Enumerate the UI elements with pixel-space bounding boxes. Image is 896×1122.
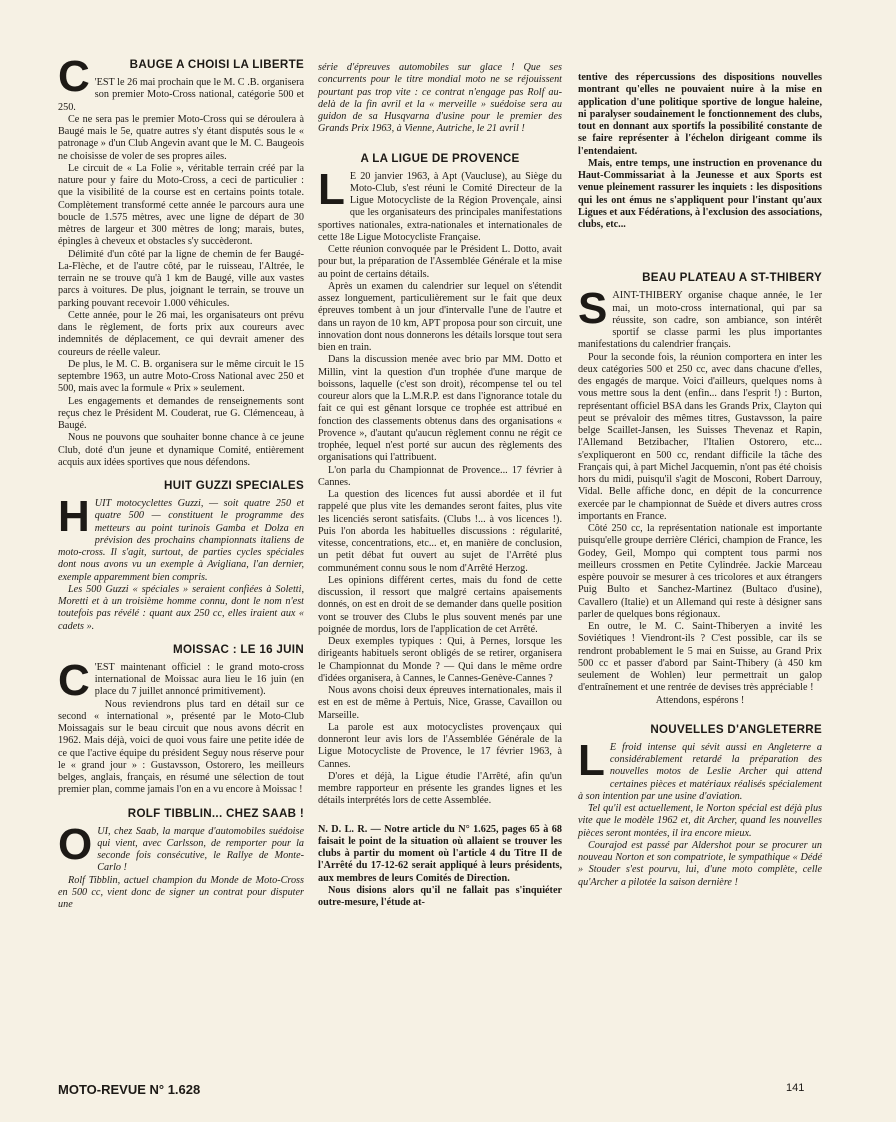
paragraph: N. D. L. R. — Notre article du N° 1.625, pages 65 à 68 faisait le point de la situation où allaient se trouver les clubs à partir du moment où l'article 4 du Titre II de l'Arrêté du 17-12-62 serait appliqué à leurs présidents, aux membres de leurs Comités de Direction. <box>318 823 562 884</box>
paragraph: De plus, le M. C. B. organisera sur le même circuit le 15 septembre 1963, un autre Moto-Cross National avec 250 et 500, mais avec la formule « Prix » seulement. <box>58 358 304 395</box>
drop-cap: C <box>58 655 90 705</box>
drop-cap: O <box>58 819 93 869</box>
paragraph: Les opinions différent certes, mais du fond de cette discussion, il ressort que malgré certains apaisements donnés, on est en droit de se demander dans quelle position vont se trouver des Clubs le plus souvent menés par une poignée de mordus, lors de l'application de cet Arrêté. <box>318 574 562 635</box>
paragraph: Après un examen du calendrier sur lequel on s'étendit assez longuement, particulièrement sur le fait que deux épreuves tombent à un jour d'intervalle l'une de l'autre et dans un rayon de 10 km, APT proposa pour son circuit, une innovation dont nous donnerons les détails lorsque tout sera bien en train. <box>318 280 562 353</box>
paragraph: série d'épreuves automobiles sur glace ! Que ses concurrents pour le titre mondial moto ne se réjouissent pourtant pas trop vite : ce contrat n'engage pas Rolf au-delà de la fin avril et la « merveille » suédoise sera au guidon de sa Husqvarna d'usine pour le premier des Grands Prix 1963, à Vienne, Autriche, le 21 avril ! <box>318 62 562 135</box>
article-thibery <box>578 271 822 707</box>
paragraph: Nous disions alors qu'il ne fallait pas s'inquiéter outre-mesure, l'étude at- <box>318 884 562 908</box>
paragraph: Le circuit de « La Folie », véritable terrain créé par la nature pour y faire du Moto-Cross, a ceci de particulier : que la visibilité de la course est en certains points totale. Complètement transformé cette année le parcours aura une boucle de 1.575 mètres, avec une ligne de départ de 30 mètres de largeur et 300 mètres de long; marais, butes, épingles à cheveux et obstacles s'y succèderont. <box>58 162 304 248</box>
paragraph: Mais, entre temps, une instruction en provenance du Haut-Commissariat à la Jeunesse et aux Sports est venue pleinement rassurer les inquiets : les dispositions qui les ont émus ne s'appliquent pour l'instant qu'aux Ligues et aux Fédérations, à l'exclusion des associations, clubs, etc... <box>578 157 822 230</box>
article-angleterre <box>578 723 822 889</box>
paragraph: La question des licences fut aussi abordée et il fut rappelé que plus vite les demandes seront faites, plus vite les licenciés seront satisfaits. (Clubs !... à vos licences !). Puis l'on aborda les habituelles discussions : régularité, vitesse, concentrations, etc... et, en manière de conclusion, un petit débat fut ouvert au sujet de l'Arrêté plus communément connu sous le nom d'Arrêté Herzog. <box>318 489 562 574</box>
paragraph: E froid intense qui sévit aussi en Angleterre a considérablement retardé la préparation des nouvelles motos de Leslie Archer qui attend certaines pièces et matériaux réalisés spécialement à son intention par une usine d'aviation. <box>578 741 822 802</box>
paragraph: tentive des répercussions des dispositions nouvelles montrant qu'elles ne pouvaient nuire à la mise en application d'une politique sportive de longue haleine, ni paralyser soudainement le fonctionnement des clubs, tout en donnant aux sportifs la possibilité constante de se faire représenter à l'échelon dirigeant comme ils l'entendaient. <box>578 72 822 157</box>
headline-angleterre: NOUVELLES D'ANGLETERRE <box>650 722 822 736</box>
headline-thibery: BEAU PLATEAU A ST-THIBERY <box>642 271 822 285</box>
drop-cap: H <box>58 492 90 541</box>
paragraph: Cette année, pour le 26 mai, les organisateurs ont prévu dans le règlement, de forts prix aux coureurs avec indemnités de déplacement, ce qui devrait amener des coureurs de réelle valeur. <box>58 309 304 358</box>
paragraph: 'EST maintenant officiel : le grand moto-cross international de Moissac aura lieu le 16 juin (en place du 7 juillet annoncé primitivement). <box>94 661 304 698</box>
headline-rolf: ROLF TIBBLIN... CHEZ SAAB ! <box>127 806 304 820</box>
paragraph: La parole est aux motocyclistes provençaux qui donneront leur avis lors de l'Assemblée Générale de la Ligue Motocycliste de Provence, le 17 février 1963, à Cannes. <box>318 721 562 770</box>
paragraph: D'ores et déjà, la Ligue étudie l'Arrêté, afin qu'un membre rapporteur en présente les grandes lignes et les détails interprétés lors de cette Assemblée. <box>318 770 562 807</box>
drop-cap: L <box>318 164 345 214</box>
paragraph: Tel qu'il est actuellement, le Norton spécial est déjà plus vite que le modèle 1962 et, dit Archer, quand les nouvelles pièces seront montées, il ira encore mieux. <box>578 803 822 839</box>
paragraph: Nous ne pouvons que souhaiter bonne chance à ce jeune Club, doté d'un jeune et dynamique Comité, entièrement acquis aux idées sportives que nous défendons. <box>58 432 304 468</box>
paragraph: E 20 janvier 1963, à Apt (Vaucluse), au Siège du Moto-Club, s'est réuni le Comité Directeur de la Ligue Motocycliste de la Région Provençale, ainsi que les organisateurs des principales manifestations sportives nationales, extra-nationales et internationales de cette 18e Ligue Motocycliste Française. <box>318 170 562 243</box>
paragraph: Cette réunion convoquée par le Président L. Dotto, avait pour but, la préparation de l'Assemblée Générale et la mise au point de certains détails. <box>318 244 562 280</box>
paragraph: 'EST le 26 mai prochain que le M. C .B. organisera son premier Moto-Cross national, catégorie 500 et 250. <box>58 77 304 113</box>
column-3 <box>578 72 822 889</box>
paragraph: Nous avons choisi deux épreuves internationales, mais il est en est de même à Pertuis, Nice, Grasse, Cavaillon ou Marseille. <box>318 685 562 721</box>
drop-cap: S <box>578 284 608 334</box>
headline-moissac: MOISSAC : LE 16 JUIN <box>173 642 304 656</box>
page-number: 141 <box>786 1082 805 1094</box>
headline-bauge: BAUGE A CHOISI LA LIBERTE <box>129 58 304 71</box>
paragraph: Délimité d'un côté par la ligne de chemin de fer Baugé-La-Flèche, et de l'autre côté, par le ruisseau, l'Altrée, le terrain ne se trouve qu'à 1 km de Baugé, ville aux vastes parcs à voitures. De plus, joignant le terrain, se trouve un parking pouvant recevoir 1.000 véhicules. <box>58 248 304 309</box>
editor-note <box>318 824 562 910</box>
magazine-footer: MOTO-REVUE N° 1.628 <box>58 1082 201 1097</box>
paragraph: Courajod est passé par Aldershot pour se procurer un nouveau Norton et son compatriote, le sympathique « Dédé » Stouder s'est pourvu, lui, d'une moto complète, celle qu'Archer a pilotée la saison dernière ! <box>578 839 822 888</box>
paragraph: Côté 250 cc, la représentation nationale est importante puisqu'elle groupe derrière Clérici, champion de France, les Godey, Geil, Mompo qui comptent tous parmi nos meilleurs crossmen en Petite Cylindrée. Jackie Marceau espère pouvoir se mesurer à ces tricolores et aux étrangers Puig Bulto et Sanchez-Martinez (Bultaco d'usine), Cavallero (Italie) et un Allemand qui reste à désigner sans parler de quelques bons régionaux. <box>578 523 822 620</box>
article-guzzi <box>58 479 304 633</box>
article-moissac <box>58 643 304 797</box>
column-1 <box>58 52 304 911</box>
article-rolf <box>58 807 304 912</box>
paragraph: Pour la seconde fois, la réunion comportera en inter les deux catégories 500 et 250 cc, avec dans chacune d'elles, des engagés de marque. Voici d'ailleurs, quelques noms à vous mettre sous la dent (enfin... dans l'esprit !) : Burton, représentant officiel BSA dans les Grands Prix, Clayton qui peut se prévaloir des mêmes titres, Gustavsson, la paire belge Scaillet-Jansen, les Suisses Thevenaz et Rapin, l'Allemand Betzibacher, l'Italien Ostorero, etc... s'expliqueront en 500 cc, rendant difficile la tâche des Français qui, à part Michel Jacquemin, n'ont pas été choisis hors du midi, puisqu'il s'agit de Mosconi, Robert Darrouy, Vidal. Belle affiche donc, en dépit de la concurrence exercée par le championnat de Suède et divers autres cross importants en France. <box>578 351 822 522</box>
paragraph: Les engagements et demandes de renseignements sont reçus chez le Président M. Couderat, rue G. Clémenceau, à Baugé. <box>58 395 304 431</box>
paragraph: En outre, le M. C. Saint-Thiberyen a invité les Soviétiques ! Viendront-ils ? C'est possible, car ils se rendront probablement le 5 mai en Suisse, au Grand Prix 500 cc et passer d'abord par Saint-Thibery (à 450 km seulement de Wohlen) leur permettrait un galop d'entraînement et une rentrée de devises très appréciable ! <box>578 621 822 694</box>
paragraph: Nous reviendrons plus tard en détail sur ce second « international », présenté par le Moto-Club Moissagais sur le beau circuit que nous avons décrit en 1962. Mais déjà, voici de quoi vous faire une petite idée de ce que l'active équipe du président Seguy nous réserve pour le « grand jour » : Gustavsson, Ostorero, les meilleurs belges, anglais, français, en résumé une sélection de tout premier plan, comme jamais l'on en a vu encore à Moissac ! <box>58 698 304 796</box>
paragraph: L'on parla du Championnat de Provence... 17 février à Cannes. <box>318 464 562 488</box>
paragraph: AINT-THIBERY organise chaque année, le 1er mai, un moto-cross international, qui par sa réussite, son cadre, son ambiance, son intérêt sportif se classe parmi les plus importantes manifestations du calendrier français. <box>578 290 822 351</box>
headline-guzzi: HUIT GUZZI SPECIALES <box>164 479 304 492</box>
drop-cap: L <box>578 735 605 785</box>
article-bauge <box>58 52 304 469</box>
article-provence <box>318 152 562 808</box>
paragraph: UI, chez Saab, la marque d'automobiles suédoise qui vient, avec Carlsson, de remporter pour la seconde fois consécutive, le Rallye de Monte-Carlo ! <box>97 825 304 874</box>
paragraph: Les 500 Guzzi « spéciales » seraient confiées à Soletti, Moretti et à un troisième homme connu, dont le nom n'est toutefois pas révélé : quant aux 250 cc, elles iraient aux « cadets ». <box>58 583 304 632</box>
paragraph: Rolf Tibblin, actuel champion du Monde de Moto-Cross en 500 cc, vient donc de signer un contrat pour disputer une <box>58 874 304 910</box>
headline-provence: A LA LIGUE DE PROVENCE <box>360 151 520 165</box>
paragraph: Deux exemples typiques : Qui, à Pernes, lorsque les dirigeants habituels seront obligés de se retirer, organisera le Championnat du Monde ? — Qui dans le même ordre d'idées organisera, à Cannes, le Cannes-Genève-Cannes ? <box>318 636 562 684</box>
spacer <box>318 808 562 824</box>
paragraph: Ce ne sera pas le premier Moto-Cross qui se déroulera à Baugé mais le 5e, quatre autres s'y étant disputés sous le « patronage » d'un Club Angevin avant que le M. C. Baugeois ne choisisse de voler de ses propres ailes. <box>58 113 304 162</box>
column-2 <box>318 62 562 909</box>
paragraph: Dans la discussion menée avec brio par MM. Dotto et Millin, vint la question d'un trophée d'une marque de boissons, laquelle (c'est son droit), récompense tel ou tel coureur alors que la L.M.R.P. est dans l'ignorance totale du fait ce qui est gênant lorsque ce trophée est attribué en fonction des classements obtenus dans des organisations « Provence », d'autant qu'aucun règlement connu ne régit ce trophée, lequel n'est porté sur aucun des règlements des organisations qui l'attribuent. <box>318 354 562 464</box>
paragraph: Attendons, espérons ! <box>655 694 745 706</box>
paragraph: UIT motocyclettes Guzzi, — soit quatre 250 et quatre 500 — constituent le programme des metteurs au point turinois Gamba et Dolza en prévision des prochains championnats italiens de moto-cross. Il s'agit, surtout, de parties cycles spéciales dont nous avons vu un exemple à Avigliana, l'an dernier, exemple apparemment bien compris. <box>58 498 304 583</box>
drop-cap: C <box>58 52 90 101</box>
